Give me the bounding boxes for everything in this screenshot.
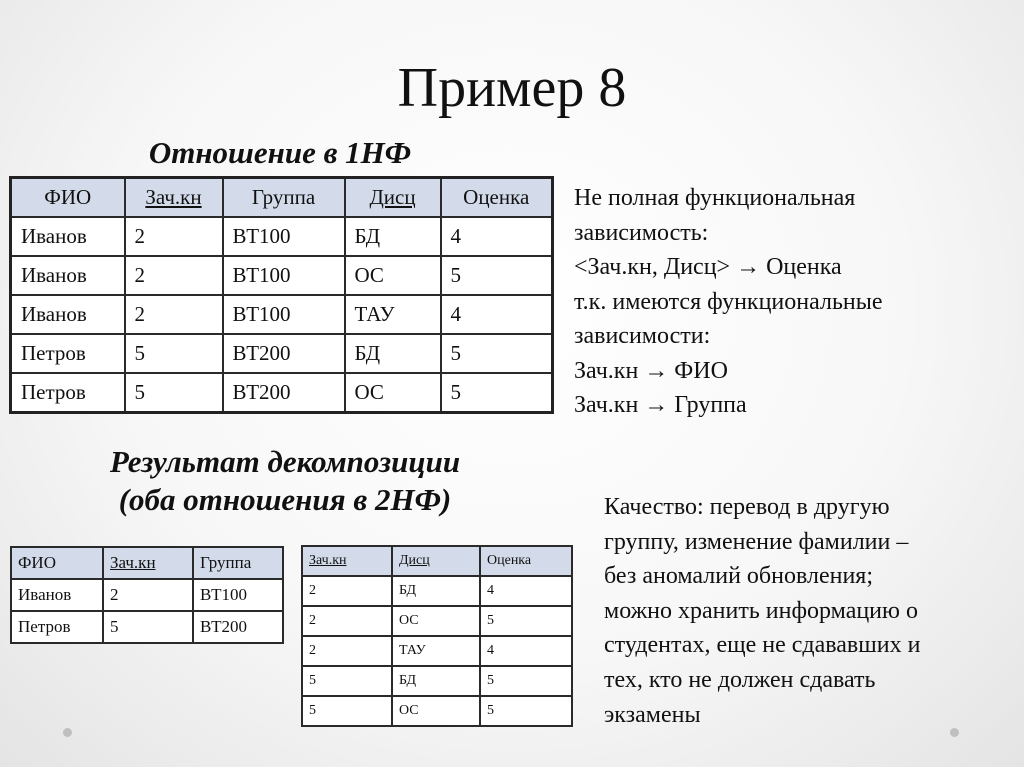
dependency-note — [574, 181, 1014, 423]
note-line: Зач.кн → ФИО — [574, 357, 728, 384]
header-fio: ФИО — [11, 547, 103, 579]
cell: 5 — [125, 334, 223, 373]
cell: 4 — [441, 217, 553, 256]
slide-dot-left — [63, 728, 72, 737]
relation3-table — [301, 545, 573, 727]
cell: Иванов — [11, 579, 103, 611]
note-line: группу, изменение фамилии – — [604, 528, 909, 555]
cell: 5 — [480, 606, 572, 636]
relation2-table — [10, 546, 284, 644]
relation1-caption: Отношение в 1НФ — [148, 135, 412, 170]
note-line: без аномалий обновления; — [604, 563, 874, 590]
cell: 4 — [441, 295, 553, 334]
cell: ВТ200 — [223, 334, 345, 373]
header-disc: Дисц — [345, 178, 441, 218]
cell: 2 — [302, 636, 392, 666]
decomposition-caption-line1: Результат декомпозиции — [109, 444, 461, 479]
cell: Петров — [11, 611, 103, 643]
cell: Иванов — [11, 295, 125, 334]
table-header-row — [11, 178, 553, 218]
cell: ВТ200 — [223, 373, 345, 413]
cell: Петров — [11, 334, 125, 373]
header-disc: Дисц — [392, 546, 480, 576]
header-group: Группа — [223, 178, 345, 218]
cell: БД — [392, 576, 480, 606]
cell: ТАУ — [345, 295, 441, 334]
note-line: экзамены — [604, 701, 701, 728]
cell: 5 — [302, 666, 392, 696]
header-zachkn: Зач.кн — [103, 547, 193, 579]
cell: ВТ100 — [223, 217, 345, 256]
note-line: Качество: перевод в другую — [604, 494, 890, 520]
cell: БД — [345, 334, 441, 373]
header-zachkn: Зач.кн — [125, 178, 223, 218]
slide-dot-right — [950, 728, 959, 737]
header-fio: ФИО — [11, 178, 125, 218]
cell: ТАУ — [392, 636, 480, 666]
note-line: студентах, еще не сдававших и — [604, 632, 921, 659]
header-grade: Оценка — [441, 178, 553, 218]
table-row — [11, 334, 553, 373]
cell: 2 — [125, 256, 223, 295]
cell: ОС — [392, 606, 480, 636]
cell: 5 — [302, 696, 392, 726]
note-line: <Зач.кн, Дисц> → Оценка — [574, 254, 842, 280]
cell: 5 — [441, 373, 553, 413]
table-row — [11, 256, 553, 295]
header-group: Группа — [193, 547, 283, 579]
cell: Петров — [11, 373, 125, 413]
cell: 5 — [125, 373, 223, 413]
table-row — [11, 611, 283, 643]
decomposition-caption-line2: (оба отношения в 2НФ) — [118, 482, 452, 517]
table-row — [11, 295, 553, 334]
cell: БД — [392, 666, 480, 696]
table-row — [302, 666, 572, 696]
cell: 2 — [103, 579, 193, 611]
cell: 5 — [480, 666, 572, 696]
quality-note — [604, 490, 1014, 732]
table-row — [302, 606, 572, 636]
slide-title: Пример 8 — [397, 57, 627, 119]
cell: 4 — [480, 636, 572, 666]
table-row — [302, 696, 572, 726]
table-row — [11, 579, 283, 611]
note-line: Зач.кн → Группа — [574, 392, 747, 418]
cell: БД — [345, 217, 441, 256]
cell: 5 — [441, 334, 553, 373]
cell: 2 — [302, 606, 392, 636]
cell: ОС — [345, 256, 441, 295]
cell: ВТ100 — [223, 256, 345, 295]
cell: 5 — [103, 611, 193, 643]
cell: ВТ100 — [193, 579, 283, 611]
table-header-row — [11, 547, 283, 579]
note-line: можно хранить информацию о — [604, 597, 918, 624]
cell: ВТ100 — [223, 295, 345, 334]
note-line: т.к. имеются функциональные — [574, 288, 883, 315]
cell: Иванов — [11, 217, 125, 256]
cell: 4 — [480, 576, 572, 606]
cell: 5 — [480, 696, 572, 726]
header-zachkn: Зач.кн — [302, 546, 392, 576]
cell: 2 — [125, 217, 223, 256]
note-line: тех, кто не должен сдавать — [604, 666, 876, 693]
cell: 5 — [441, 256, 553, 295]
cell: ОС — [345, 373, 441, 413]
header-grade: Оценка — [480, 546, 572, 576]
note-line: зависимости: — [574, 323, 711, 349]
table-header-row — [302, 546, 572, 576]
cell: Иванов — [11, 256, 125, 295]
cell: ОС — [392, 696, 480, 726]
cell: 2 — [125, 295, 223, 334]
relation1-table — [9, 176, 554, 414]
cell: 2 — [302, 576, 392, 606]
table-row — [11, 217, 553, 256]
table-row — [11, 373, 553, 413]
note-line: зависимость: — [574, 219, 709, 246]
cell: ВТ200 — [193, 611, 283, 643]
note-line: Не полная функциональная — [574, 185, 856, 211]
table-row — [302, 576, 572, 606]
table-row — [302, 636, 572, 666]
